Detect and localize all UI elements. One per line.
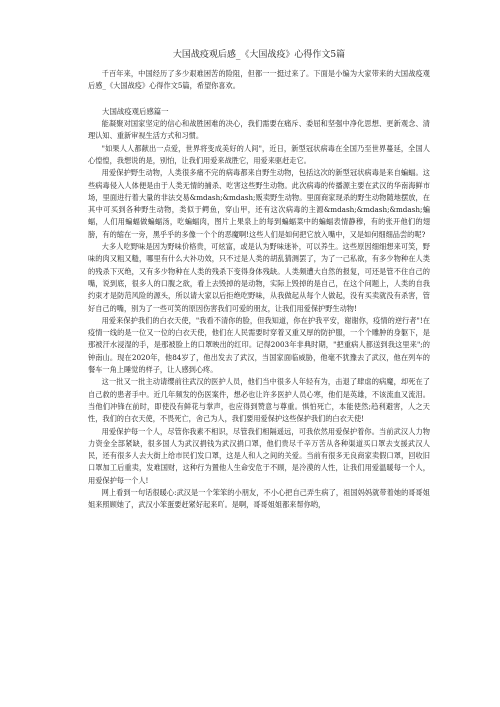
- article-heading: 大国战疫观后感篇一: [102, 106, 169, 116]
- intro-section: [88, 68, 430, 93]
- body-paragraph-3: 用爱保护野生动物，人类很多痛不完的病毒都来自野生动物，包括这次的新型冠状病毒是来自蝙蝠。这些病毒侵入人体便是由于人类无情的捕杀、吃害这些野生动物。此次病毒的传播源主要在武汉的华南海鲜市场，里面进行着大量的非法交易&mdash;&mdash;贩卖野生动物。里面商家现杀的野生动物随地摆放，在其中可买到各种野生动物，类似于鳄鱼，穿山甲，还有这次病毒的主源&mdash;&mdash;&mdash;蝙蝠，人们用蝙蝠做蝙蝠汤，吃蝙蝠肉，图片上果泉上的每到蝙蝠菜中的蝙蝠表情静穆，有的张开他们的翅膀，有的缩在一旁，黑乎乎的多像一个个的恶魔啊!这些人们是如何把它放入嘴中，又是如何细细品尝的呢?: [88, 168, 430, 239]
- body-paragraph-2: "如果人人都献出一点爱，世界将变成美好的人间"，近日，新型冠状病毒在全国乃至世界蔓延，全国人心惶惶，我想说的是，别怕，让我们用爱来战胜它，用爱来驱赶走它。: [88, 143, 430, 165]
- body-paragraph-8: 网上看到一句话很暖心:武汉是一个笨笨的小朋友，不小心把自己弄生病了，祖国妈妈就带着她的哥哥姐姐来照顾她了，武汉小笨蛋要赶紧好起来吖。是啊，哥哥姐姐都来帮你哟，: [88, 488, 430, 510]
- body-paragraph-5: 用爱来保护我们的白衣天使，"我看不清你的脸，但我知道，你在护我平安，谢谢你，疫情的逆行者"!在疫情一线的是一位又一位的白衣天使，他们在人民需要时穿着又重又厚的防护服，一个个雕肿的身躯下，是那被汗水浸湿的手，是那被脸上的口罩映出的红印。记得2003年非典时期，"把重病人都送到我这里来";的钟南山。现在2020年，他84岁了，他出发去了武汉，当国家面临威胁，他毫不犹豫去了武汉，他在列车的餐车一角上睡觉的样子，让人感到心疼。: [88, 315, 430, 375]
- body-paragraph-4: 大多人吃野味是因为野味价格贵，可炫富，或是认为野味迷补，可以养生。这些原因细细想来可笑，野味的肉又粗又糙，哪里有什么大补功效，只不过是人类的胡乱猜测罢了，为了一己私欲，有多少物种在人类的残杀下灭绝，又有多少物种在人类的残杀下变得身体残缺。人类频遭大自然的报复，可还是管不住自己的嘴，说到底，很多人的口腹之欲，看上去毁掉的是动物，实际上毁掉的是自己，在这个问题上，人类的自我约束才是防范风险的源头，所以请大家以后拒绝吃野味，从我做起从每个人做起，没有买卖就没有杀害，管好自己的嘴，别为了一些可笑的原因伤害我们可爱的朋友，让我们用爱保护野生动物!: [88, 242, 430, 313]
- body-paragraph-6: 这一批又一批主动请缨前往武汉的医护人员，他们当中很多人年轻有为，击退了肆虐的病魔，却死在了自己救的患者手中。近几年频发的伤医案件，想必也让许多医护人员心寒，他们是英雄，不该流血又流泪。当他们冲锋在前时，即使没有鲜花与掌声，也应得到赞意与尊重。惧怕死亡，本能使然;趋利避害，人之天性，我们的白衣天使，不畏死亡，舍己为人，我们要用爱保护这些保护我们的白衣天使!: [88, 377, 430, 424]
- document-title: 大国战疫观后感_《大国战疫》心得作文5篇: [172, 50, 346, 60]
- body-paragraph-1: 能凝聚对国家坚定的信心和战胜困难的决心，我们需要在痛斥、委屈和坚强中净化思想、更新观念、清理认知、重新审视生活方式和习惯。: [88, 119, 430, 141]
- section-spacer: [88, 93, 430, 106]
- article-body: [88, 106, 430, 512]
- intro-paragraph: 千百年来，中国经历了多少艰难困苦的险阻，但都一一挺过来了。下面是小编为大家带来的大国战疫观后感_《大国战疫》心得作文5篇，希望你喜欢。: [88, 69, 430, 91]
- body-paragraph-7: 用爱保护每一个人，尽管你我素不相识，尽管我们相隔遥远，可我依然用爱保护着你。当前武汉人力物力资金全部紧缺，很多国人为武汉捐钱为武汉捐口罩，他们贵尽千辛万苦从各种渠道买口罩去支援武汉人民，还有很多人去大街上给市民们发口罩，这是人和人之间的关爱。当前有很多无良商家卖假口罩，回收旧口罩加工后重卖，发难国财，这种行为置他人生命安危于不顾，是冷漠的人性，让我们用爱温暖每一个人，用爱保护每一个人!: [88, 426, 430, 485]
